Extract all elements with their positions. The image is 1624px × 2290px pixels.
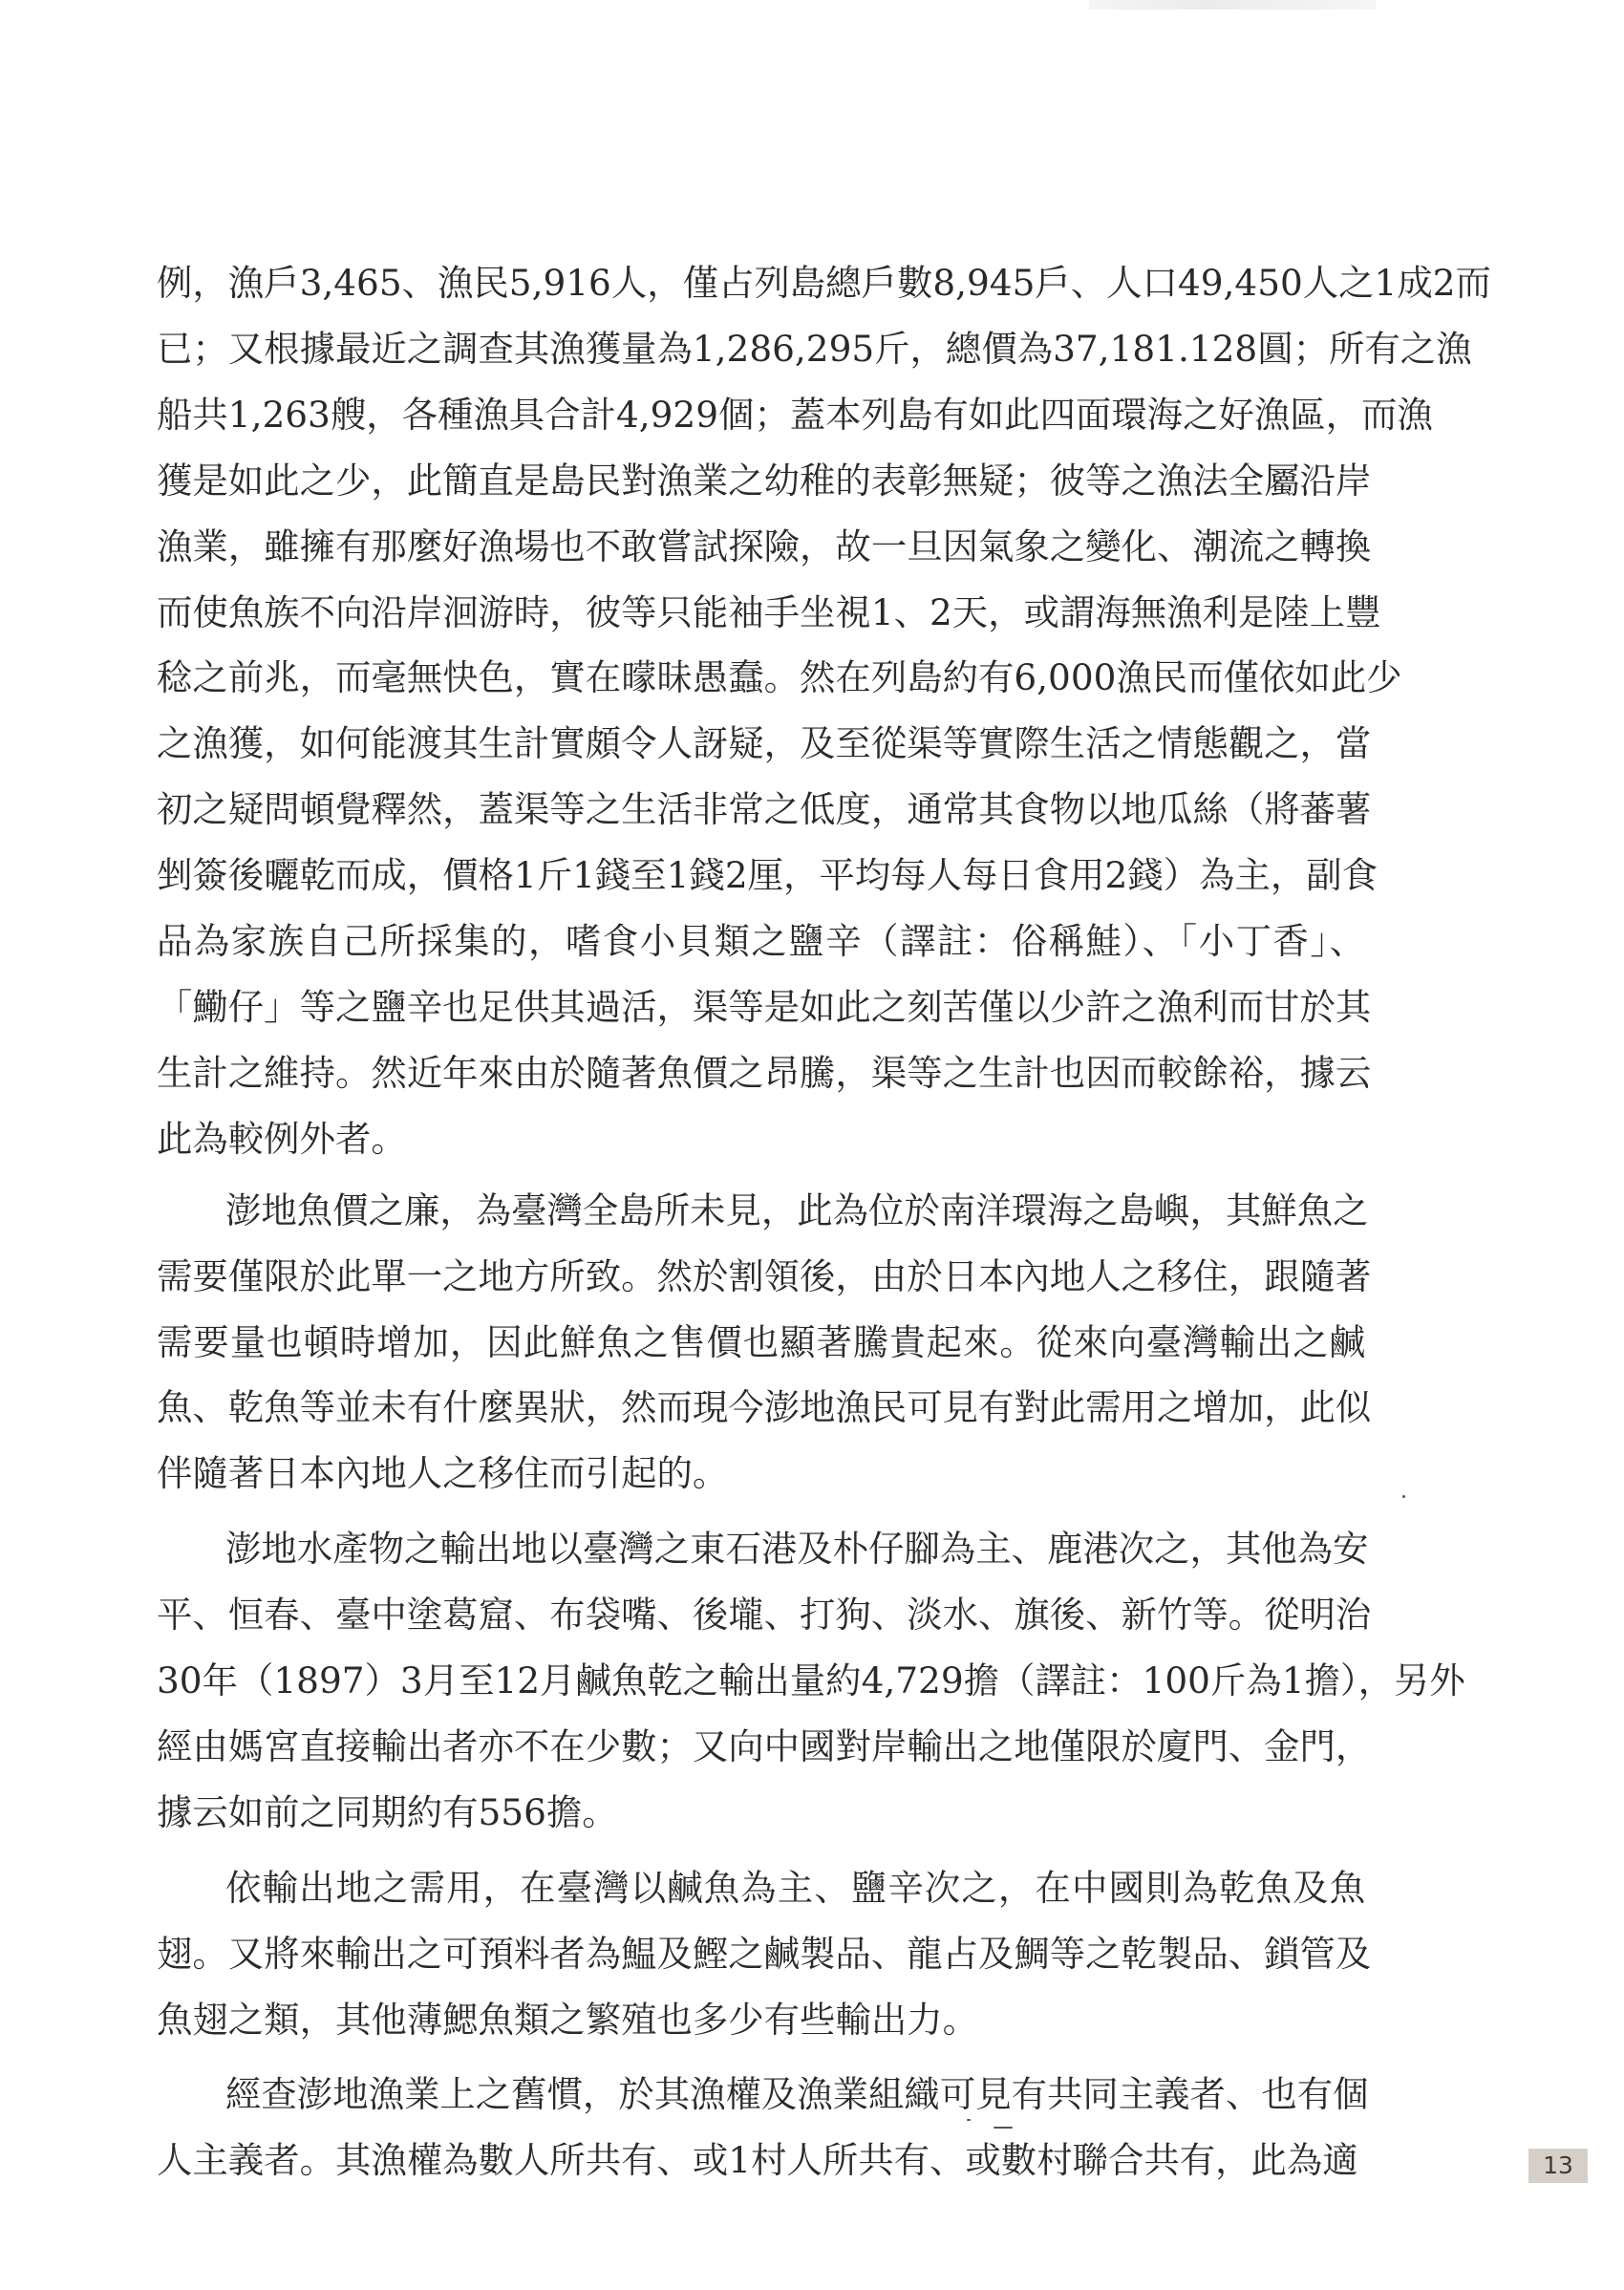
text-line: 平、恒春、臺中塗葛窟、布袋嘴、後壠、打狗、淡水、旗後、新竹等。從明治 — [157, 1594, 1372, 1637]
text-line: 生計之維持。然近年來由於隨著魚價之昂騰，渠等之生計也因而較餘裕，據云 — [157, 1051, 1372, 1094]
scan-speck — [967, 2119, 971, 2121]
text-line: 依輸出地之需用，在臺灣以鹹魚為主、鹽辛次之，在中國則為乾魚及魚 — [225, 1866, 1365, 1909]
text-line: 人主義者。其漁權為數人所共有、或1村人所共有、或數村聯合共有，此為適 — [157, 2139, 1358, 2182]
text-line: 而使魚族不向沿岸洄游時，彼等只能袖手坐視1、2天，或謂海無漁利是陸上豐 — [157, 590, 1381, 633]
scan-speck — [994, 2127, 1013, 2129]
text-line: 此為較例外者。 — [157, 1117, 407, 1160]
paragraph — [157, 1855, 1372, 2053]
scan-speck — [1402, 1495, 1405, 1498]
text-line: 初之疑問頓覺釋然，蓋渠等之生活非常之低度，通常其食物以地瓜絲（將蕃薯 — [157, 788, 1372, 831]
text-line: 需要僅限於此單一之地方所致。然於割領後，由於日本內地人之移住，跟隨著 — [157, 1254, 1372, 1297]
text-line: 例，漁戶3,465、漁民5,916人，僅占列島總戶數8,945戶、人口49,450人之1成2而 — [157, 262, 1491, 304]
text-line: 經由媽宮直接輸出者亦不在少數；又向中國對岸輸出之地僅限於廈門、金門， — [157, 1724, 1372, 1767]
text-line: 經查澎地漁業上之舊慣，於其漁權及漁業組織可見有共同主義者、也有個 — [225, 2073, 1369, 2116]
text-line: 漁業，雖擁有那麼好漁場也不敢嘗試探險，故一旦因氣象之變化、潮流之轉換 — [157, 524, 1372, 567]
paragraph — [157, 2062, 1369, 2194]
text-line: 「鰳仔」等之鹽辛也足供其過活，渠等是如此之刻苦僅以少許之漁利而甘於其 — [157, 985, 1372, 1028]
paragraph — [157, 1516, 1465, 1846]
page-body — [157, 250, 1491, 2194]
text-line: 獲是如此之少，此簡直是島民對漁業之幼稚的表彰無疑；彼等之漁法全屬沿岸 — [157, 459, 1372, 502]
text-line: 稔之前兆，而毫無快色，實在曚昧愚蠢。然在列島約有6,000漁民而僅依如此少 — [157, 656, 1402, 699]
text-line: 伴隨著日本內地人之移住而引起的。 — [157, 1452, 729, 1495]
text-line: 澎地魚價之廉，為臺灣全島所未見，此為位於南洋環海之島嶼，其鮮魚之 — [225, 1188, 1369, 1231]
text-line: 翅。又將來輸出之可預料者為鰛及鰹之鹹製品、龍占及鯛等之乾製品、鎖管及 — [157, 1932, 1372, 1975]
text-line: 已；又根據最近之調查其漁獲量為1,286,295斤，總價為37,181.128圓；所有之漁 — [157, 327, 1472, 370]
page-number: 13 — [1528, 2149, 1588, 2183]
text-line: 之漁獲，如何能渡其生計實頗令人訝疑，及至從渠等實際生活之情態觀之，當 — [157, 722, 1372, 765]
text-line: 剉簽後曬乾而成，價格1斤1錢至1錢2厘，平均每人每日食用2錢）為主，副食 — [157, 854, 1378, 897]
paragraph — [157, 250, 1491, 1172]
scan-edge-mark — [1089, 0, 1376, 10]
text-line: 船共1,263艘，各種漁具合計4,929個；蓋本列島有如此四面環海之好漁區，而漁 — [157, 393, 1433, 436]
text-line: 30年（1897）3月至12月鹹魚乾之輸出量約4,729擔（譯註：100斤為1擔），另外 — [157, 1659, 1465, 1702]
text-line: 據云如前之同期約有556擔。 — [157, 1790, 618, 1833]
text-line: 魚、乾魚等並未有什麼異狀，然而現今澎地漁民可見有對此需用之增加，此似 — [157, 1386, 1372, 1429]
text-line: 需要量也頓時增加，因此鮮魚之售價也顯著騰貴起來。從來向臺灣輸出之鹹 — [157, 1320, 1365, 1363]
text-line: 魚翅之類，其他薄鰓魚類之繁殖也多少有些輸出力。 — [157, 1998, 978, 2041]
text-line: 澎地水產物之輸出地以臺灣之東石港及朴仔腳為主、鹿港次之，其他為安 — [225, 1528, 1369, 1571]
text-line: 品為家族自己所採集的，嗜食小貝類之鹽辛（譯註：俗稱鮭）、「小丁香」、 — [157, 920, 1365, 963]
paragraph — [157, 1178, 1372, 1508]
